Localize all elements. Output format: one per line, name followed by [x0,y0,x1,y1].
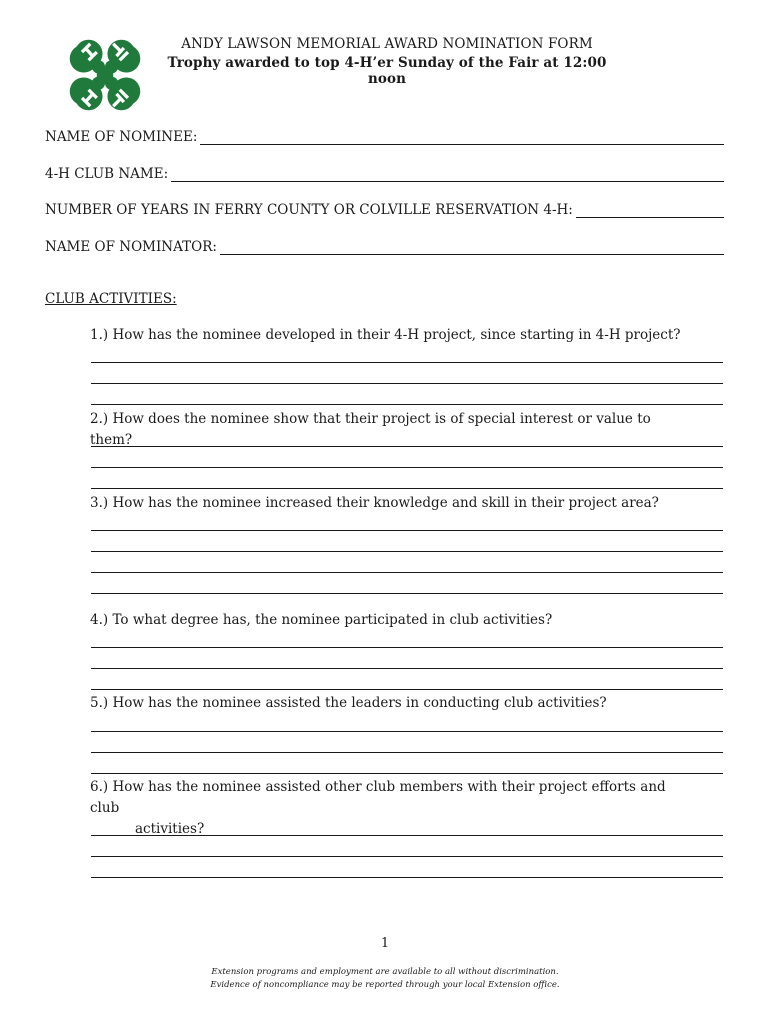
years-label: NUMBER OF YEARS IN FERRY COUNTY OR COLVILLE RESERVATION 4-H: [45,202,573,218]
form-title: ANDY LAWSON MEMORIAL AWARD NOMINATION FORM [181,36,593,52]
page-number: 1 [380,936,390,951]
nominee-label: NAME OF NOMINEE: [45,129,198,145]
club-input-line[interactable] [171,167,724,182]
question-5: 5.) How has the nominee assisted the leaders in conducting club activities? [90,695,607,711]
nominee-input-line[interactable] [200,130,724,145]
question-2: 2.) How does the nominee show that their project is of special interest or value to them? [90,411,651,448]
answer-line[interactable] [91,731,723,732]
answer-line[interactable] [91,572,723,573]
answer-line[interactable] [91,404,723,405]
club-field [45,162,724,182]
form-subtitle: Trophy awarded to top 4-H’er Sunday of the Fair at 12:00 noon [167,55,607,87]
question-3: 3.) How has the nominee increased their knowledge and skill in their project area? [90,495,659,511]
answer-line[interactable] [91,856,723,857]
club-label: 4-H CLUB NAME: [45,166,169,182]
years-field [45,198,724,218]
years-input-line[interactable] [576,203,724,218]
answer-line[interactable] [91,446,723,447]
answer-line[interactable] [91,383,723,384]
answer-line[interactable] [91,773,723,774]
question-6 [90,777,690,840]
answer-line[interactable] [91,668,723,669]
footer-line-2: Evidence of noncompliance may be reported through your local Extension office. [210,980,560,990]
question-6-line-2: activities? [135,821,205,837]
4-h-clover-icon [64,34,146,116]
answer-line[interactable] [91,530,723,531]
answer-line[interactable] [91,362,723,363]
nominee-field [45,125,724,145]
answer-line[interactable] [91,551,723,552]
question-6-line-1: 6.) How has the nominee assisted other club members with their project efforts and club [90,779,666,816]
section-title: CLUB ACTIVITIES: [45,291,177,307]
answer-line[interactable] [91,689,723,690]
footer-line-1: Extension programs and employment are available to all without discrimination. [211,967,559,977]
nominator-label: NAME OF NOMINATOR: [45,239,217,255]
question-4: 4.) To what degree has, the nominee participated in club activities? [90,612,553,628]
nominator-input-line[interactable] [220,240,724,255]
answer-line[interactable] [91,647,723,648]
answer-line[interactable] [91,835,723,836]
answer-line[interactable] [91,877,723,878]
question-1: 1.) How has the nominee developed in their 4-H project, since starting in 4-H project? [90,327,681,343]
answer-line[interactable] [91,593,723,594]
answer-line[interactable] [91,467,723,468]
answer-line[interactable] [91,488,723,489]
answer-line[interactable] [91,752,723,753]
nominator-field [45,235,724,255]
